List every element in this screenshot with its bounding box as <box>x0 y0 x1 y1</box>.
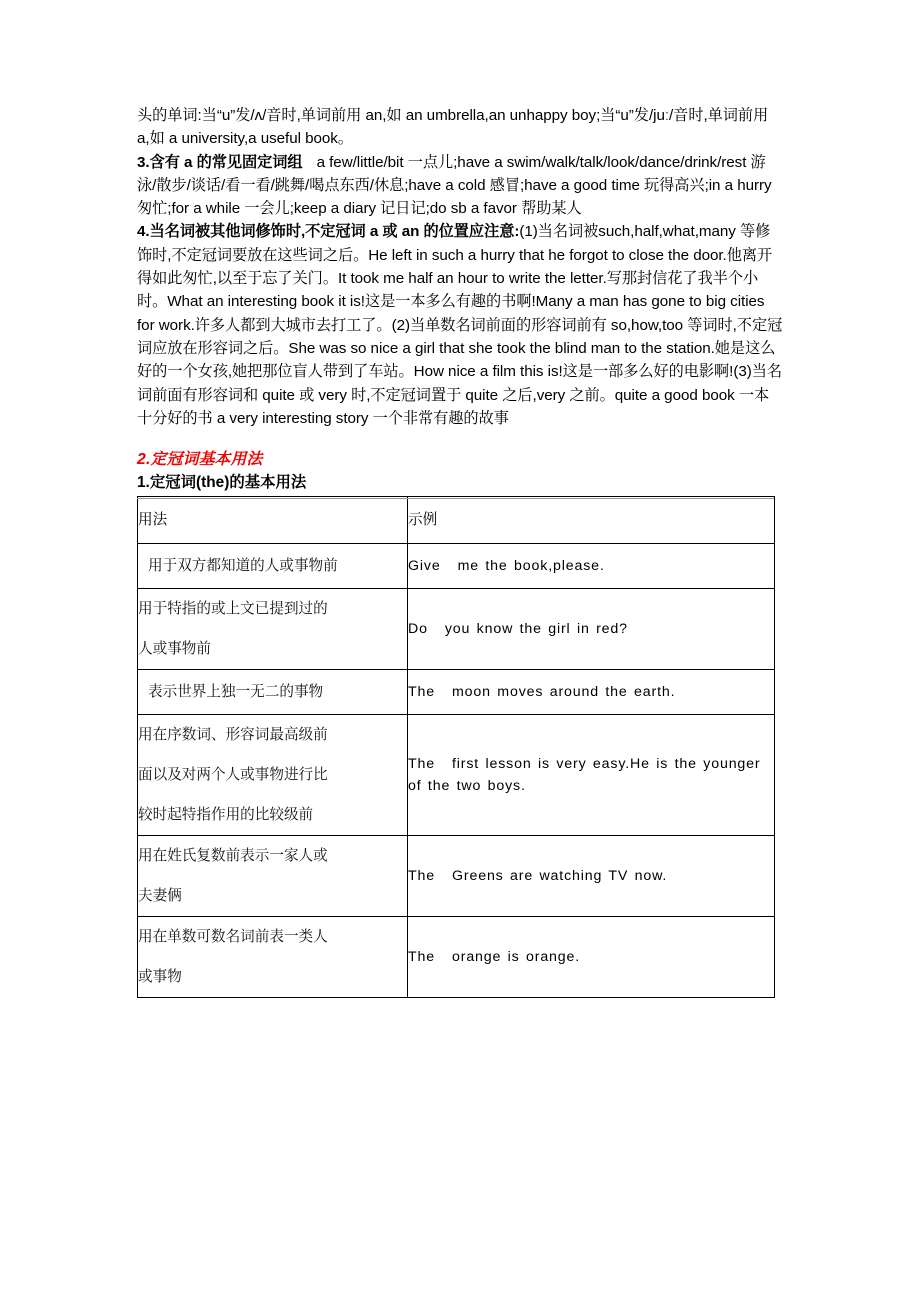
example-lead-word: Give <box>408 558 441 575</box>
definite-article-usage-table <box>137 496 775 998</box>
usage-line: 用于特指的或上文已提到过的 <box>138 601 328 618</box>
table-row <box>138 836 775 917</box>
usage-cell <box>138 836 408 917</box>
example-cell <box>408 836 775 917</box>
usage-line: 或事物 <box>138 969 182 986</box>
table-row <box>138 544 775 589</box>
example-lead-word: The <box>408 868 435 885</box>
usage-line: 夫妻俩 <box>138 888 182 905</box>
usage-cell <box>138 917 408 998</box>
section-4-number: 4. <box>137 223 150 241</box>
section-4-body: (1)当名词被such,half,what,many 等修饰时,不定冠词要放在这些词之后。He left in such a hurry that he forgot to close the door.他离开得如此匆忙,以至于忘了关门。It took me half an hour to write the letter.写那封信花了我半个小时。What an interesting book it is!这是一本多么有趣的书啊!Many a man has gone to big cities for work.许多人都到大城市去打工了。(2)当单数名词前面的形容词前有 so,how,too 等词时,不定冠词应放在形容词之后。She was so nice a girl that she took the blind man to the station.她是这么好的一个女孩,她把那位盲人带到了车站。How nice a film this is!这是一部多么好的电影啊!(3)当名词前面有形容词和 quite 或 very 时,不定冠词置于 quite 之后,very 之前。quite a good book 一本十分好的书 a very interesting story 一个非常有趣的故事 <box>137 223 783 427</box>
example-rest: orange is orange. <box>452 949 581 966</box>
paragraph-u-sound-continued: 头的单词:当“u”发/ʌ/音时,单词前用 an,如 an umbrella,an unhappy boy;当“u”发/juː/音时,单词前用 a,如 a university,a useful book。 <box>137 107 769 148</box>
table-row <box>138 917 775 998</box>
usage-cell <box>138 715 408 836</box>
example-cell <box>408 544 775 589</box>
document-content <box>137 104 783 998</box>
example-lead-word: The <box>408 756 435 773</box>
section-4-title: 当名词被其他词修饰时,不定冠词 a 或 an 的位置应注意: <box>149 223 520 241</box>
table-row <box>138 589 775 670</box>
example-rest: you know the girl in red? <box>444 621 628 638</box>
paragraph-section-3 <box>137 151 783 221</box>
usage-line: 用在姓氏复数前表示一家人或 <box>138 848 328 865</box>
example-rest: Greens are watching TV now. <box>452 868 668 885</box>
example-lead-word: The <box>408 949 435 966</box>
usage-table-wrapper <box>137 496 783 998</box>
example-cell <box>408 715 775 836</box>
paragraph-section-4 <box>137 220 783 430</box>
table-row <box>138 715 775 836</box>
example-rest: moon moves around the earth. <box>452 684 676 701</box>
example-rest: first lesson is very easy.He is the younger of the two boys. <box>408 756 761 795</box>
usage-cell <box>138 589 408 670</box>
example-cell <box>408 670 775 715</box>
usage-cell: 用于双方都知道的人或事物前 <box>138 544 408 589</box>
table-header-usage: 用法 <box>138 497 408 544</box>
table-row <box>138 670 775 715</box>
example-cell <box>408 917 775 998</box>
usage-line: 面以及对两个人或事物进行比 <box>138 767 328 784</box>
table-header-example: 示例 <box>408 497 775 544</box>
example-rest: me the book,please. <box>457 558 605 575</box>
example-cell <box>408 589 775 670</box>
usage-line: 人或事物前 <box>138 641 211 658</box>
usage-cell: 表示世界上独一无二的事物 <box>138 670 408 715</box>
section-3-title: 含有 a 的常见固定词组 <box>149 153 303 171</box>
example-lead-word: Do <box>408 621 428 638</box>
usage-line: 用在序数词、形容词最高级前 <box>138 727 328 744</box>
section-3-number: 3. <box>137 153 150 171</box>
table-header-row <box>138 497 775 544</box>
usage-line: 较时起特指作用的比较级前 <box>138 807 314 824</box>
section-3-body: a few/little/bit 一点儿;have a swim/walk/talk/look/dance/drink/rest 游泳/散步/谈话/看一看/跳舞/喝点东西/休息;have a cold 感冒;have a good time 玩得高兴;in a hurry 匆忙;for a while 一会儿;keep a diary 记日记;do sb a favor 帮助某人 <box>137 153 772 218</box>
section-heading-definite-article: 2.定冠词基本用法 <box>137 451 263 469</box>
subsection-heading-the-usage: 1.定冠词(the)的基本用法 <box>137 474 307 492</box>
usage-line: 用在单数可数名词前表一类人 <box>138 929 328 946</box>
example-lead-word: The <box>408 684 435 701</box>
